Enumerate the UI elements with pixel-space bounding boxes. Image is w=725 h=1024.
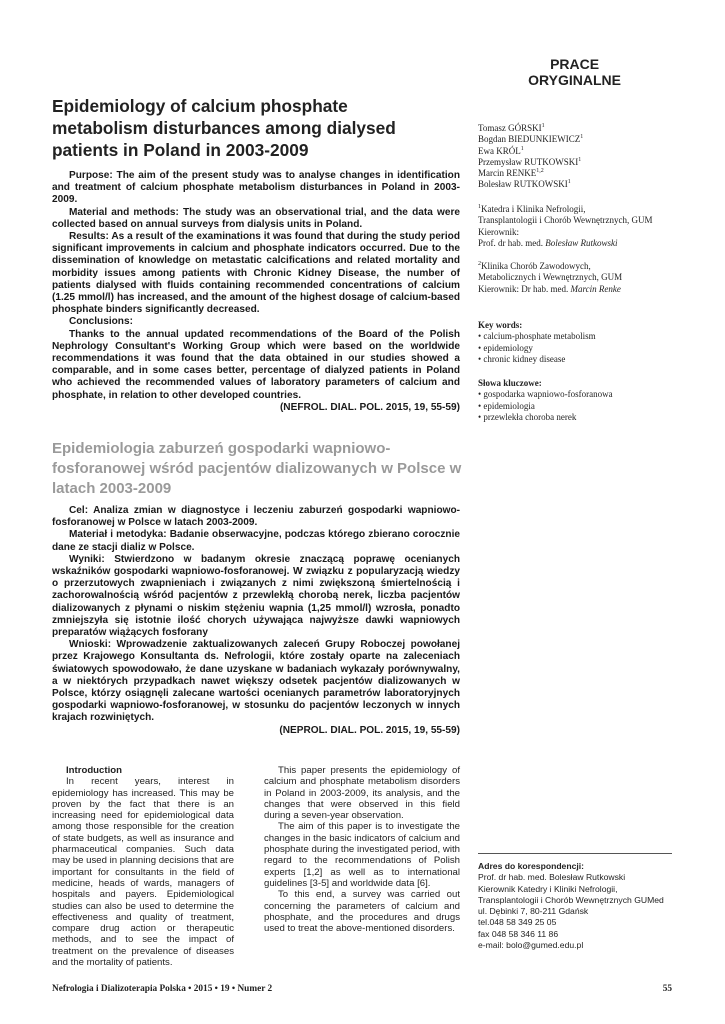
body-column-1 <box>52 765 234 968</box>
affiliation-head-title: Prof. dr hab. med. <box>478 237 546 248</box>
author-affiliation-mark: 1 <box>541 123 545 129</box>
keyword-item: • epidemiology <box>478 342 533 353</box>
affiliation-line <box>478 204 658 215</box>
author <box>478 168 658 179</box>
citation-pl: (NEPROL. DIAL. POL. 2015, 19, 55-59) <box>279 724 460 736</box>
author-name: Tomasz GÓRSKI <box>478 123 542 133</box>
correspondence-line: Kierownik Katedry i Kliniki Nefrologii, <box>478 883 618 894</box>
keyword-item: • przewlekła choroba nerek <box>478 411 577 422</box>
author-name: Przemysław RUTKOWSKI <box>478 156 579 167</box>
affiliation-line <box>478 261 658 272</box>
abstract-paragraph: Cel: Analiza zmian w diagnostyce i leczeniu zaburzeń gospodarki wapniowo-fosforanowej w Polsce w latach 2003-2009. <box>52 505 460 529</box>
body-paragraph: This paper presents the epidemiology of calcium and phosphate metabolism disorders in Poland in 2003-2009, its analysis, and the changes that were observed in this field during a seven-year observation. <box>264 765 460 822</box>
keywords-en <box>478 320 658 365</box>
author-name: Ewa KRÓL <box>478 145 521 156</box>
author-affiliation-mark: 1 <box>520 145 524 152</box>
body-paragraph: The aim of this paper is to investigate the changes in the basic indicators of calcium and phosphate during the investigated period, with regard to the recommendations of Polish experts [1,2] as well as to international guidelines [3-5] and worldwide data [6]. <box>264 821 460 889</box>
article-title-en: Epidemiology of calcium phosphate metabolism disturbances among dialysed patients in Poland in 2003-2009 <box>52 96 396 160</box>
page-number: 55 <box>662 984 672 994</box>
correspondence-line: fax 048 58 346 11 86 <box>478 928 559 939</box>
author <box>478 123 658 134</box>
affiliation-head <box>478 238 658 249</box>
author-list <box>478 123 658 191</box>
affiliation-head-name: Marcin Renke <box>570 283 621 294</box>
section-heading-introduction: Introduction <box>66 765 122 776</box>
abstract-paragraph: Wyniki: Stwierdzono w badanym okresie znaczącą poprawę ocenianych wskaźników gospodarki wapniowo-fosforanowej. W związku z popularyzacją wiedzy o przerzutowych zwapnieniach i związanych z nimi zwiększoną śmiertelnością i zachorowalnością wśród pacjentów z przewlekłą chorobą nerek, liczba pacjentów dializowanych z płynami o niskim stężeniu wapnia (1,25 mmol/l) wzrosła, ponadto zmniejszyła się istotnie ilość chorych używająca najwyższe dawki wapniowych preparatów wiążących fosforany <box>52 553 460 639</box>
keyword-item: • chronic kidney disease <box>478 353 566 364</box>
author <box>478 146 658 157</box>
body-paragraph: In recent years, interest in epidemiology has increased. This may be proven by the fact that there is an increasing need for epidemiological data among those responsible for the creation of state budgets, as well as insurance and pharmaceutical companies. Such data may be used in planning decisions that are important for consultants in the field of medicine, heads of wards, managers of hospitals and payers. Epidemiological studies can also be used to determine the effectiveness and quality of treatment, compare drug action or therapeutic methods, and to see the impact of treatment on the prevalence of diseases and the mortality of patients. <box>52 776 234 969</box>
author-name: Bolesław RUTKOWSKI <box>478 179 568 190</box>
affiliation-text: Katedra i Klinika Nefrologii, <box>481 204 586 214</box>
affiliation-text: Klinika Chorób Zawodowych, <box>481 261 591 271</box>
affiliation-mark: 2 <box>478 261 481 267</box>
footer-journal: Nefrologia i Dializoterapia Polska • 2015 • 19 • Numer 2 <box>52 984 273 994</box>
author <box>478 157 658 168</box>
author <box>478 134 658 145</box>
abstract-paragraph: Results: As a result of the examinations it was found that during the study period significant improvements in calcium and phosphate indicators occurred. Due to the dissemination of knowledge on metastatic calcifications and related mortality and morbidity issues among patients with Chronic Kidney Disease, the number of patients dialysed with fluids containing recommended concentrations of calcium (1.25 mmol/l) has increased, and the amount of the highest dosage of calcium-based phosphate binders significantly decreased. <box>52 231 460 316</box>
author-affiliation-mark: 1 <box>578 156 582 163</box>
correspondence-block <box>478 861 678 951</box>
keywords-heading: Słowa kluczowe: <box>478 378 542 388</box>
body-column-2 <box>264 765 460 934</box>
abstract-paragraph: Material and methods: The study was an observational trial, and the data were collected based on annual surveys from dialysis units in Poland. <box>52 206 460 230</box>
abstract-en <box>52 170 460 414</box>
abstract-paragraph: Materiał i metodyka: Badanie obserwacyjne, podczas którego zbierano corocznie dane ze stacji dializ w Polsce. <box>52 529 460 553</box>
author-name: Bogdan BIEDUNKIEWICZ <box>478 134 581 145</box>
abstract-paragraph: Wnioski: Wprowadzenie zaktualizowanych zaleceń Grupy Roboczej powołanej przez Krajowego Konsultanta ds. Nefrologii, które zostały oparte na zaleceniach światowych spowodowało, że dane uzyskane w badaniach wykazały porównywalny, a w niektórych przypadkach nawet większy odsetek pacjentów dializowanych w Polsce, którzy osiągnęli zalecane wartości ocenianych parametrów laboratoryjnych gospodarki wapniowo-fosforanowej, w stosunku do pacjentów leczonych w innych krajach rozwiniętych. <box>52 639 460 724</box>
author-affiliation-mark: 1 <box>580 134 584 141</box>
author <box>478 179 658 190</box>
abstract-paragraph: Conclusions: <box>69 316 133 328</box>
abstract-paragraph: Purpose: The aim of the present study was to analyse changes in identification and treatment of calcium phosphate metabolism disturbances in Poland in 2003-2009. <box>52 170 460 206</box>
correspondence-heading: Adres do korespondencji: <box>478 861 585 871</box>
citation-en: (NEFROL. DIAL. POL. 2015, 19, 55-59) <box>279 401 460 413</box>
author-name: Marcin RENKE <box>478 168 537 179</box>
keywords-pl <box>478 378 658 423</box>
author-affiliation-mark: 1,2 <box>536 168 544 175</box>
affiliation-line: Metabolicznych i Wewnętrznych, GUM <box>478 272 623 283</box>
affiliation-line: Kierownik: <box>478 226 519 237</box>
correspondence-divider <box>478 853 672 854</box>
section-tag-line: ORYGINALNE <box>528 72 621 88</box>
correspondence-line: ul. Dębinki 7, 80-211 Gdańsk <box>478 906 589 917</box>
keywords-heading: Key words: <box>478 320 523 330</box>
correspondence-line: Transplantologii i Chorób Wewnętrznych GUMed <box>478 894 664 905</box>
affiliation-head-title: Kierownik: Dr hab. med. <box>478 283 571 294</box>
author-affiliation-mark: 1 <box>567 179 571 186</box>
section-tag-line: PRACE <box>550 56 600 72</box>
affiliation-line: Transplantologii i Chorób Wewnętrznych, GUM <box>478 215 653 226</box>
abstract-paragraph: Thanks to the annual updated recommendations of the Board of the Polish Nephrology Consultant's Working Group which were based on the worldwide recommendations it was found that the data obtained in our studies showed a comparable, and in some cases better, percentage of dialyzed patients in Poland who achieved the recommended values of laboratory parameters of calcium and phosphate, in relation to other developed countries. <box>52 328 460 401</box>
keyword-item: • epidemiologia <box>478 400 535 411</box>
keyword-item: • gospodarka wapniowo-fosforanowa <box>478 389 613 400</box>
article-title-pl: Epidemiologia zaburzeń gospodarki wapniowo-fosforanowej wśród pacjentów dializowanych w Polsce w latach 2003-2009 <box>52 440 462 497</box>
keyword-item: • calcium-phosphate metabolism <box>478 331 596 342</box>
body-paragraph: To this end, a survey was carried out concerning the parameters of calcium and phosphate, and the procedures and drugs used to treat the above-mentioned disorders. <box>264 889 460 935</box>
section-tag <box>528 56 621 88</box>
affiliation-head-name: Bolesław Rutkowski <box>545 237 618 248</box>
affiliation-head <box>478 284 658 295</box>
correspondence-email: e-mail: bolo@gumed.edu.pl <box>478 940 584 951</box>
affiliation-1 <box>478 204 658 249</box>
affiliation-2 <box>478 261 658 295</box>
correspondence-line: Prof. dr hab. med. Bolesław Rutkowski <box>478 872 626 883</box>
abstract-pl <box>52 505 460 737</box>
affiliation-mark: 1 <box>478 204 481 210</box>
correspondence-line: tel.048 58 349 25 05 <box>478 917 557 928</box>
